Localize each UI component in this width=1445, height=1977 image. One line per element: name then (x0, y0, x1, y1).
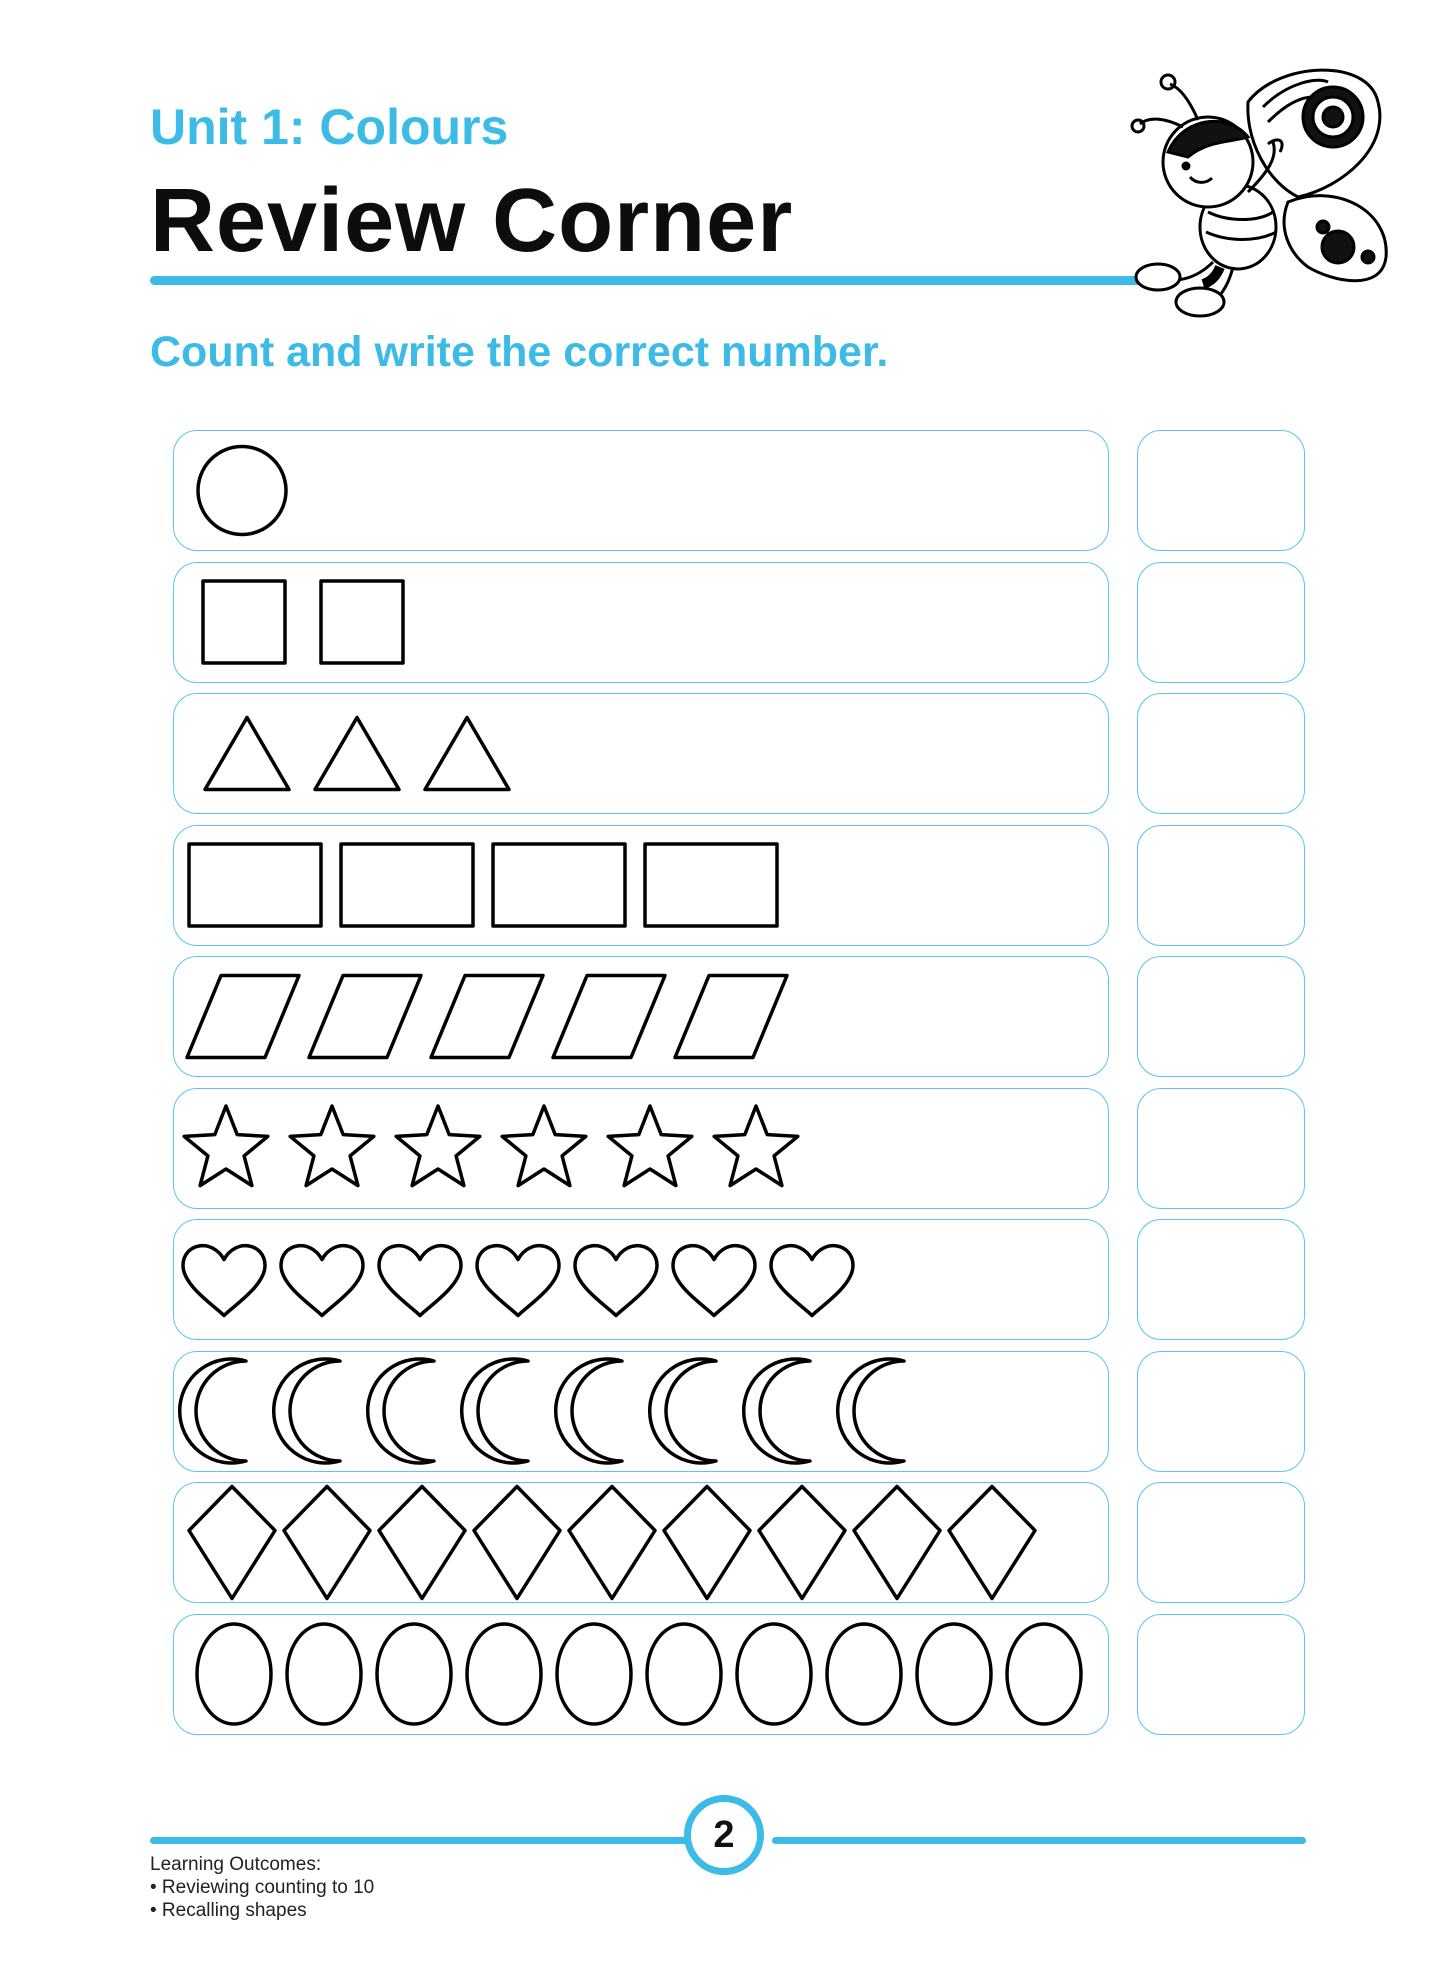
butterfly-icon (1128, 62, 1400, 324)
oval-shape (287, 1624, 361, 1724)
answer-box[interactable] (1137, 956, 1305, 1077)
heart-shape (183, 1246, 265, 1316)
triangle-shape (205, 718, 289, 790)
kite-shape (759, 1487, 845, 1599)
oval-shape (557, 1624, 631, 1724)
rectangle-shape (189, 844, 321, 926)
crescent-moon-shape (650, 1359, 716, 1463)
kite-shape (949, 1487, 1035, 1599)
oval-shape (377, 1624, 451, 1724)
outcome-item: • Reviewing counting to 10 (150, 1877, 375, 1898)
oval-shape (917, 1624, 991, 1724)
triangle-shape (315, 718, 399, 790)
kite-shape (189, 1487, 275, 1599)
star-shape (290, 1106, 374, 1186)
answer-box[interactable] (1137, 1482, 1305, 1603)
rectangle-shape (645, 844, 777, 926)
heart-shape (673, 1246, 755, 1316)
crescent-moon-shape (368, 1359, 434, 1463)
kite-shape (474, 1487, 560, 1599)
star-shape (608, 1106, 692, 1186)
square-shape (321, 581, 403, 663)
parallelogram-shape (309, 976, 421, 1058)
parallelogram-shape (675, 976, 787, 1058)
outcomes-heading: Learning Outcomes: (150, 1854, 322, 1875)
answer-box[interactable] (1137, 1614, 1305, 1735)
crescent-moon-shape (744, 1359, 810, 1463)
title-underline (150, 276, 1142, 285)
answer-box[interactable] (1137, 825, 1305, 946)
answer-box[interactable] (1137, 1088, 1305, 1209)
outcome-item: • Recalling shapes (150, 1900, 307, 1921)
star-shape (714, 1106, 798, 1186)
square-shape (203, 581, 285, 663)
parallelogram-shape (431, 976, 543, 1058)
kite-shape (569, 1487, 655, 1599)
oval-shape (197, 1624, 271, 1724)
crescent-moon-shape (180, 1359, 246, 1463)
oval-shape (647, 1624, 721, 1724)
oval-shape (1007, 1624, 1081, 1724)
page-number: 2 (684, 1795, 764, 1875)
answer-box[interactable] (1137, 562, 1305, 683)
crescent-moon-shape (556, 1359, 622, 1463)
circle-shape (198, 447, 286, 535)
crescent-moon-shape (274, 1359, 340, 1463)
page-title: Review Corner (150, 171, 794, 271)
shapes-layer (173, 430, 1109, 1747)
star-shape (502, 1106, 586, 1186)
parallelogram-shape (553, 976, 665, 1058)
star-shape (396, 1106, 480, 1186)
kite-shape (664, 1487, 750, 1599)
unit-title: Unit 1: Colours (150, 99, 509, 155)
heart-shape (575, 1246, 657, 1316)
star-shape (184, 1106, 268, 1186)
kite-shape (284, 1487, 370, 1599)
oval-shape (467, 1624, 541, 1724)
learning-outcomes (150, 1853, 374, 1922)
parallelogram-shape (187, 976, 299, 1058)
oval-shape (737, 1624, 811, 1724)
heart-shape (379, 1246, 461, 1316)
footer-rule-left (150, 1837, 688, 1844)
crescent-moon-shape (462, 1359, 528, 1463)
heart-shape (281, 1246, 363, 1316)
rectangle-shape (493, 844, 625, 926)
crescent-moon-shape (838, 1359, 904, 1463)
answer-box[interactable] (1137, 693, 1305, 814)
instruction-text: Count and write the correct number. (150, 328, 889, 376)
oval-shape (827, 1624, 901, 1724)
heart-shape (771, 1246, 853, 1316)
answer-box[interactable] (1137, 1351, 1305, 1472)
answer-box[interactable] (1137, 430, 1305, 551)
footer-rule-right (772, 1837, 1306, 1844)
answer-box[interactable] (1137, 1219, 1305, 1340)
kite-shape (379, 1487, 465, 1599)
rectangle-shape (341, 844, 473, 926)
triangle-shape (425, 718, 509, 790)
heart-shape (477, 1246, 559, 1316)
kite-shape (854, 1487, 940, 1599)
